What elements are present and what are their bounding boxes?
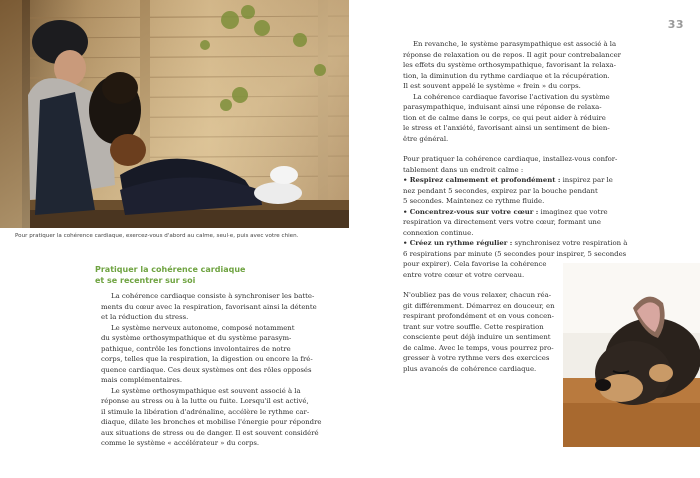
text-line: tion et de calme dans le corps, ce qui peut aider à réduire <box>403 113 606 122</box>
text-line: être général. <box>403 134 449 143</box>
text-line: parasympathique, induisant ainsi une réponse de relaxa- <box>403 103 602 111</box>
text-line: nez pendant 5 secondes, expirez par la bouche pendant <box>403 186 598 195</box>
text-line: 5 secondes. Maintenez ce rythme fluide. <box>403 197 545 205</box>
paragraph <box>403 39 617 50</box>
text-line: La cohérence cardiaque consiste à synchroniser les batte- <box>111 292 315 300</box>
photo-woman-with-dog-illustration <box>0 0 349 228</box>
paragraph <box>403 154 618 175</box>
text-line: tion, la diminution du rythme cardiaque et la récupération. <box>403 71 610 80</box>
text-line: N'oubliez pas de vous relaxer, chacun réa- <box>403 291 552 299</box>
paragraph-cont <box>101 302 317 323</box>
text-line: ments du cœur avec la respiration, favorisant ainsi la détente <box>101 302 317 311</box>
text-line: quence cardiaque. Ces deux systèmes ont des rôles opposés <box>101 365 312 374</box>
text-line: entre votre cœur et votre cerveau. <box>403 270 525 279</box>
text-line: les effets du système orthosympathique, favorisant la relaxa- <box>403 61 616 69</box>
text-line: corps, telles que la respiration, la digestion ou encore la fré- <box>101 355 313 363</box>
text-line: respiration va directement vers votre cœur, formant une <box>403 218 601 226</box>
text-line: git différemment. Démarrez en douceur, en <box>403 301 555 310</box>
text-line: pour expirer). Cela favorise la cohérence <box>403 260 547 268</box>
paragraph <box>403 92 610 103</box>
left-column-text <box>101 291 322 449</box>
paragraph <box>101 386 303 397</box>
paragraph <box>101 291 315 302</box>
text-line: gresser à votre rythme vers des exercices <box>403 354 550 362</box>
bullet-first-line <box>403 238 628 249</box>
text-line: pathique, contrôle les fonctions involontaires de notre <box>101 344 291 353</box>
bullet-text: inspirez par le <box>560 176 613 184</box>
text-line: de calme. Avec le temps, vous pourrez pro- <box>403 343 554 352</box>
text-line: Il est souvent appelé le système « frein » du corps. <box>403 82 581 90</box>
bullet-label: • Créez un rythme régulier : <box>403 239 513 247</box>
text-line: En revanche, le système parasympathique est associé à la <box>413 40 617 48</box>
section-title-line: et se recentrer sur soi <box>95 276 196 285</box>
text-line: du système orthosympathique et du système parasym- <box>101 334 292 342</box>
text-line: comme le système « accélérateur » du corps. <box>101 439 260 447</box>
page-number: 33 <box>667 18 684 31</box>
text-line: et la réduction du stress. <box>101 313 189 321</box>
text-line: La cohérence cardiaque favorise l'activation du système <box>413 92 610 101</box>
paragraph-cont <box>101 396 322 449</box>
text-line: 6 respirations par minute (5 secondes pour inspirer, 5 secondes <box>403 249 627 258</box>
text-line: aux situations de stress ou de danger. Il est souvent considéré <box>101 428 319 437</box>
bullet-text: synchronisez votre respiration à <box>512 239 628 247</box>
bullet-item <box>403 175 613 207</box>
text-line: mais complémentaires. <box>101 376 183 384</box>
text-line: Le système orthosympathique est souvent associé à la <box>111 386 301 395</box>
text-line: Pour pratiquer la cohérence cardiaque, installez-vous confor- <box>403 155 618 163</box>
text-line: trant sur votre souffle. Cette respiration <box>403 322 544 331</box>
text-line: tablement dans un endroit calme : <box>403 165 524 174</box>
paragraph-cont <box>403 102 610 144</box>
paragraph-cont <box>403 50 621 92</box>
text-line: diaque, dilate les bronches et mobilise l'énergie pour répondre <box>101 418 322 426</box>
bullet-item <box>403 207 607 239</box>
photo-woman-with-dog <box>0 0 349 228</box>
text-line: il stimule la libération d'adrénaline, accélère le rythme car- <box>101 407 310 416</box>
text-line: réponse de relaxation ou de repos. Il agit pour contrebalancer <box>403 50 621 59</box>
paragraph <box>101 323 303 334</box>
text-line: connexion continue. <box>403 228 474 237</box>
text-line: le stress et l'anxiété, favorisant ainsi un sentiment de bien- <box>403 124 610 132</box>
bullet-first-line <box>403 175 613 186</box>
section-title <box>95 264 295 286</box>
text-line: Le système nerveux autonome, composé notamment <box>111 323 295 332</box>
text-line: respirant profondément et en vous concen- <box>403 312 554 320</box>
photo-sleeping-bulldog-illustration <box>563 263 700 447</box>
text-line: consciente peut déjà induire un sentiment <box>403 333 551 341</box>
photo-caption: Pour pratiquer la cohérence cardiaque, exercez-vous d'abord au calme, seul·e, puis avec votre chien. <box>15 233 299 239</box>
bullet-label: • Respirez calmement et profondément : <box>403 176 561 184</box>
bullet-text: imaginez que votre <box>538 207 608 216</box>
bullet-label: • Concentrez-vous sur votre cœur : <box>403 207 539 216</box>
section-title-line: Pratiquer la cohérence cardiaque <box>95 265 246 274</box>
text-line: plus avancés de cohérence cardiaque. <box>403 364 537 373</box>
text-line: réponse au stress ou à la lutte ou fuite. Lorsqu'il est activé, <box>101 397 309 405</box>
bullet-first-line <box>403 207 607 218</box>
paragraph-cont <box>101 333 313 386</box>
photo-sleeping-bulldog <box>563 263 700 447</box>
